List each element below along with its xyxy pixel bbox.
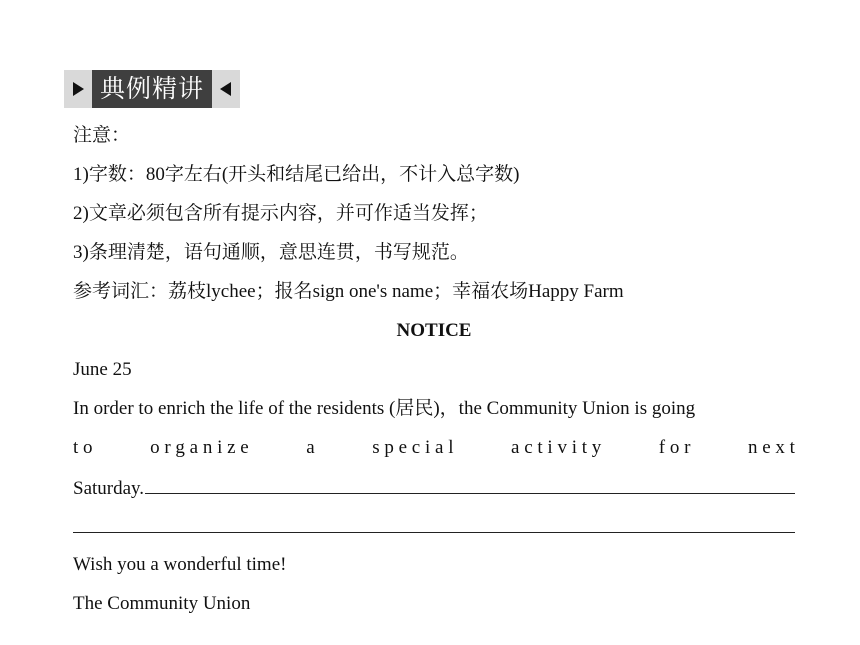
exercise-content	[73, 116, 795, 623]
spread-word: t o	[73, 437, 93, 458]
notice-closing: Wish you a wonderful time!	[73, 554, 287, 575]
vocabulary-line: 参考词汇：荔枝lychee；报名sign one's name；幸福农场Happy Farm	[73, 281, 624, 302]
note-item-3: 3)条理清楚，语句通顺，意思连贯，书写规范。	[73, 242, 469, 263]
spread-word: a c t i v i t y	[511, 437, 602, 458]
banner-title: 典例精讲	[92, 70, 212, 108]
banner-left-arrow	[64, 70, 92, 108]
play-left-icon	[219, 81, 233, 97]
notice-body-saturday: Saturday.	[73, 478, 145, 499]
section-banner	[64, 70, 240, 108]
note-item-1: 1)字数：80字左右(开头和结尾已给出，不计入总字数)	[73, 164, 520, 185]
notice-signature: The Community Union	[73, 593, 251, 614]
notice-body-line-3	[73, 467, 795, 506]
notice-title: NOTICE	[396, 320, 472, 341]
play-right-icon	[71, 81, 85, 97]
spread-word: a	[306, 437, 315, 458]
spread-word: f o r	[658, 437, 691, 458]
spread-word: n e x t	[747, 437, 795, 458]
notice-date: June 25	[73, 359, 132, 380]
blank-rule	[73, 532, 795, 533]
spread-word: s p e c i a l	[372, 437, 454, 458]
answer-blank-line-1[interactable]	[145, 467, 795, 494]
notes-heading: 注意：	[73, 125, 131, 146]
banner-right-arrow	[212, 70, 240, 108]
answer-blank-line-2[interactable]	[73, 506, 795, 545]
notice-body-line-2	[73, 428, 795, 467]
note-item-2: 2)文章必须包含所有提示内容，并可作适当发挥；	[73, 203, 488, 224]
spread-word: o r g a n i z e	[150, 437, 249, 458]
notice-body-line-1: In order to enrich the life of the residents (居民)，the Community Union is going	[73, 398, 696, 419]
